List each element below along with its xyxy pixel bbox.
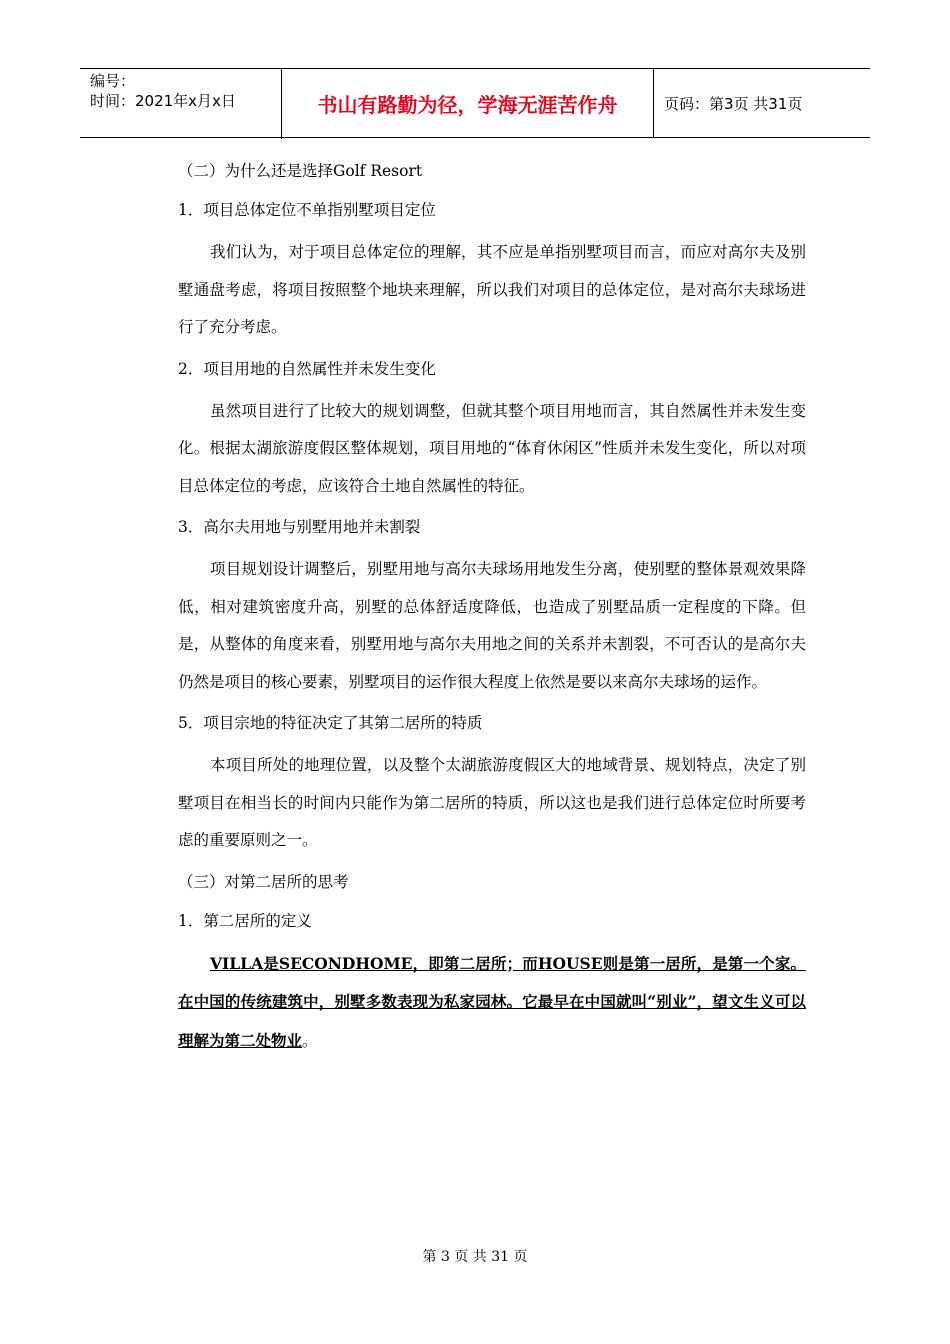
paragraph: 项目规划设计调整后，别墅用地与高尔夫球场用地发生分离，使别墅的整体景观效果降低，相对建筑密度升高，别墅的总体舒适度降低，也造成了别墅品质一定程度的下降。但是，从整体的角度来看，别墅用地与高尔夫用地之间的关系并未割裂，不可否认的是高尔夫仍然是项目的核心要素，别墅项目的运作很大程度上依然是要以来高尔夫球场的运作。	[178, 560, 806, 691]
document-body	[178, 156, 806, 1060]
section-heading: （二）为什么还是选择Golf Resort	[178, 162, 423, 180]
number-label: 编号：	[90, 72, 136, 90]
section-heading: （三）对第二居所的思考	[178, 872, 349, 891]
page-header	[80, 68, 870, 138]
page-footer: 第 3 页 共 31 页	[422, 1249, 528, 1265]
subsection-heading: 2．项目用地的自然属性并未发生变化	[178, 359, 436, 378]
header-page-info: 页码：第3页 共31页	[664, 94, 803, 113]
header-motto: 书山有路勤为径，学海无涯苦作舟	[282, 69, 654, 137]
subsection-heading: 1．项目总体定位不单指别墅项目定位	[178, 201, 436, 219]
paragraph: 虽然项目进行了比较大的规划调整，但就其整个项目用地而言，其自然属性并未发生变化。根据太湖旅游度假区整体规划，项目用地的“体育休闲区”性质并未发生变化，所以对项目总体定位的考虑，应该符合土地自然属性的特征。	[178, 401, 806, 495]
subsection-heading: 1．第二居所的定义	[178, 911, 312, 930]
header-meta	[80, 69, 282, 139]
subsection-heading: 3．高尔夫用地与别墅用地并未割裂	[178, 518, 421, 536]
paragraph: 本项目所处的地理位置，以及整个太湖旅游度假区大的地域背景、规划特点，决定了别墅项目在相当长的时间内只能作为第二居所的特质，所以这也是我们进行总体定位时所要考虑的重要原则之一。	[178, 756, 806, 849]
paragraph: 我们认为，对于项目总体定位的理解，其不应是单指别墅项目而言，而应对高尔夫及别墅通盘考虑，将项目按照整个地块来理解，所以我们对项目的总体定位，是对高尔夫球场进行了充分考虑。	[178, 243, 806, 336]
definition-paragraph	[178, 945, 806, 1061]
subsection-heading: 5．项目宗地的特征决定了其第二居所的特质	[178, 714, 483, 732]
definition-end: 。	[302, 1031, 318, 1050]
date-label: 时间：2021年x月x日	[90, 92, 236, 110]
definition-text: VILLA是SECONDHOME，即第二居所；而HOUSE则是第一居所，是第一个家。在中国的传统建筑中，别墅多数表现为私家园林。它最早在中国就叫“别业”，望文生义可以理解为第二处物业	[178, 953, 806, 1050]
